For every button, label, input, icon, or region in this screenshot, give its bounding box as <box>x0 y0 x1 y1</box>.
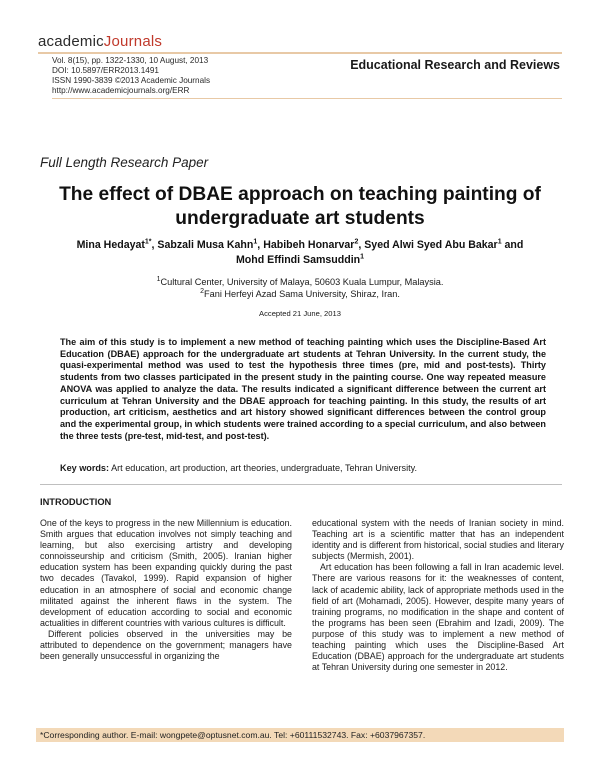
meta-volume: Vol. 8(15), pp. 1322-1330, 10 August, 2013 <box>52 56 209 65</box>
author-name: Syed Alwi Syed Abu Bakar <box>364 239 498 251</box>
meta-url: http://www.academicjournals.org/ERR <box>52 86 190 95</box>
section-divider <box>40 484 562 485</box>
logo-journals: Journals <box>103 33 163 50</box>
affil-text: Fani Herfeyi Azad Sama University, Shiraz, Iran. <box>204 289 400 299</box>
paragraph: Art education has been following a fall in Iran academic level. There are various reasons for it: the weaknesses of content, lack of academic ability, lack of appropriate methods used in the field of art (Mohamadi, 2005). However, despite many years of training programs, no modification in the shape and content of the programs has been seen (Ebrahim and Izadi, 2009). The purpose of this study was to implement a new method of teaching painting which uses the Discipline-Based Art Education (DBAE) approach for the undergraduate art students at Tehran University during one semester in 2012. <box>312 562 564 673</box>
affil-text: Cultural Center, University of Malaya, 50603 Kuala Lumpur, Malaysia. <box>160 277 444 287</box>
author-name: Mina Hedayat <box>76 239 145 251</box>
author-list: Mina Hedayat$^{1*}$, Sabzali Musa Kahn$^1$, Habibeh Honarvar$^2$, Syed Alwi Syed Abu Bakar$^1$ and Mohd Effindi Samsuddin$^1$ <box>76 238 524 266</box>
journal-name: Educational Research and Reviews <box>350 58 560 72</box>
body-column-right <box>312 518 564 673</box>
affil-sup: 1 <box>156 275 161 283</box>
paper-title <box>40 183 560 231</box>
affiliations <box>40 276 560 300</box>
paragraph: educational system with the needs of Iranian society in mind. Teaching art is a scientific matter that has an independent identity and is different from historical, social studies and literary subjects (Mermish, 2001). <box>312 518 564 562</box>
header-rule-lower <box>52 98 562 99</box>
keywords-label: Key words: <box>60 463 110 473</box>
header-rule <box>38 52 562 54</box>
logo-academic: academic <box>38 33 104 50</box>
meta-doi: DOI: 10.5897/ERR2013.1491 <box>52 66 159 75</box>
abstract: The aim of this study is to implement a new method of teaching painting which uses the Discipline-Based Art Education (DBAE) approach for the undergraduate art students at Tehran University. In the current study, the quasi-experimental method was used to test the hypothesis three times (pre, mid and post-tests). Thirty students from two classes participated in the present study in the painting course. One way repeated measure ANOVA was applied to analyze the data. The results indicated a significant difference between the current art curriculum at Tehran University and the DBAE approach for teaching painting. In this study, the results of art production, art criticism, aesthetics and art history showed significant differences between the control group and the experimental group, in which students were trained according to a special curriculum, and also between the three tests (pre-test, mid-test, and post-test). <box>60 337 546 441</box>
affil-sup: 2 <box>200 287 204 295</box>
keywords <box>60 463 546 474</box>
accepted-date: Accepted 21 June, 2013 <box>259 309 341 318</box>
corresponding-author-footnote: *Corresponding author. E-mail: wongpete@optusnet.com.au. Tel: +60111532743. Fax: +6037967357. <box>40 730 426 740</box>
paragraph: One of the keys to progress in the new Millennium is education. Smith argues that education involves not simply teaching and learning, but also exercising artistry and developing connoisseurship and criticism (Smith, 2005). Iranian higher education system has been expanding quickly during the past two decades (Tavakol, 1999). Rapid expansion of higher education in an atmosphere of social and economic change militated against the inherent flaws in the system. The development of education according to social and economic actualities in different countries with various cultures is difficult. <box>40 518 292 628</box>
author-sup: 2 <box>354 238 359 246</box>
title-line-1: The effect of DBAE approach on teaching painting of <box>59 184 541 205</box>
journal-logo <box>38 33 162 50</box>
author-sup: 1 <box>497 238 502 246</box>
title-line-2: undergraduate art students <box>175 208 425 229</box>
author-name: Sabzali Musa Kahn <box>157 239 254 251</box>
author-sup: 1* <box>144 238 152 246</box>
publication-meta <box>52 56 210 96</box>
author-sup: 1 <box>253 238 258 246</box>
intro-heading: INTRODUCTION <box>40 497 112 507</box>
keywords-text: Art education, art production, art theories, undergraduate, Tehran University. <box>111 463 418 473</box>
paragraph: Different policies observed in the universities may be attributed to dependence on the government; managers have been generally unsuccessful in organizing the <box>40 628 292 662</box>
author-name: Mohd Effindi Samsuddin <box>235 254 361 266</box>
author-sup: 1 <box>360 253 365 261</box>
body-column-left <box>40 518 292 662</box>
meta-issn: ISSN 1990-3839 ©2013 Academic Journals <box>52 76 211 85</box>
paper-type: Full Length Research Paper <box>40 155 209 170</box>
author-name: Habibeh Honarvar <box>263 239 355 251</box>
